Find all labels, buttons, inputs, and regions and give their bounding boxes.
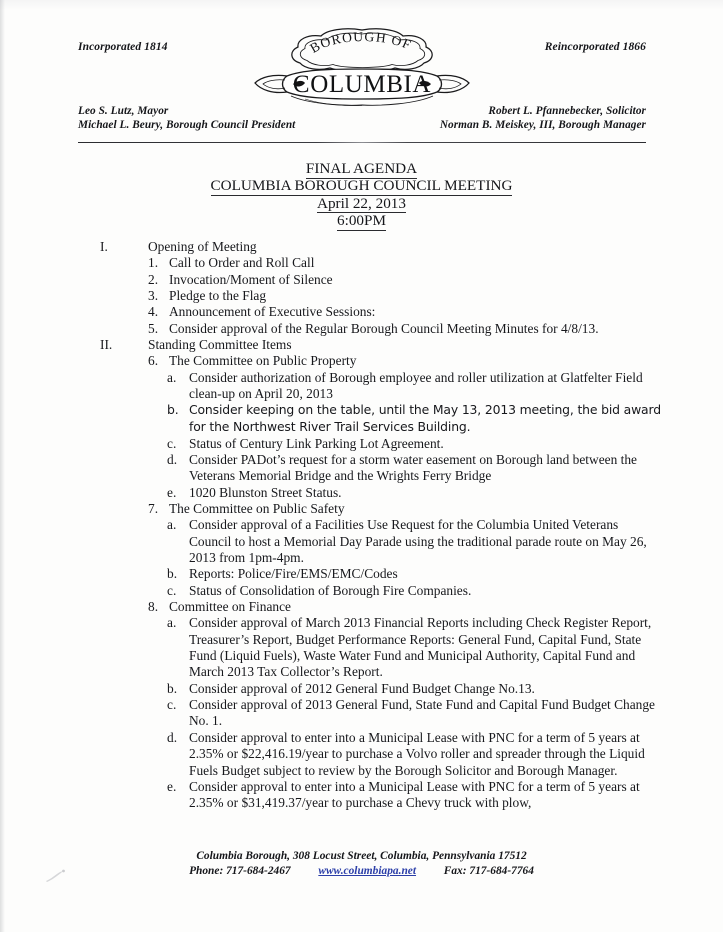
agenda-item [0, 599, 723, 615]
agenda-item [0, 402, 723, 435]
agenda-item-marker: a. [167, 517, 177, 533]
agenda-item [0, 485, 723, 501]
page-footer [0, 849, 723, 878]
agenda-item [0, 272, 723, 288]
agenda-item-marker: II. [100, 337, 113, 353]
agenda-item-text: Consider approval to enter into a Municipal Lease with PNC for a term of 5 years at 2.35% or $31,419.37/year to purchase a Chevy truck with plow, [189, 778, 640, 811]
footer-address: Columbia Borough, 308 Locust Street, Columbia, Pennsylvania 17512 [196, 850, 527, 862]
title-final-agenda [0, 160, 723, 177]
agenda-item [0, 566, 723, 582]
agenda-item [0, 337, 723, 353]
footer-website-link[interactable]: www.columbiapa.net [318, 864, 417, 877]
footer-contact-line [0, 864, 723, 879]
agenda-item-marker: 7. [148, 501, 159, 516]
agenda-item-text: Consider approval of 2013 General Fund, State Fund and Capital Fund Budget Change No. 1. [189, 697, 655, 729]
agenda-item [0, 304, 723, 320]
title-final-agenda-text: FINAL AGENDA [305, 160, 418, 177]
agenda-item [0, 353, 723, 369]
agenda-item-text: Opening of Meeting [148, 239, 257, 254]
title-meeting-time [0, 212, 723, 229]
reincorporated-year-right: Reincorporated 1866 [544, 41, 646, 53]
incorporated-year-left: Incorporated 1814 [78, 41, 168, 53]
agenda-item [0, 779, 723, 812]
title-meeting-time-text: 6:00PM [337, 212, 386, 230]
agenda-item-marker: e. [167, 778, 177, 794]
agenda-item [0, 436, 723, 452]
title-meeting-date [0, 195, 723, 212]
footer-phone: Phone: 717-684-2467 [189, 864, 291, 877]
officer-solicitor: Robert L. Pfannebecker, Solicitor [488, 105, 646, 117]
agenda-item-marker: d. [167, 451, 178, 467]
agenda-item-marker: c. [167, 697, 177, 713]
agenda-item-text: Announcement of Executive Sessions: [169, 304, 376, 320]
agenda-item-marker: b. [167, 566, 178, 582]
agenda-item-marker: b. [167, 402, 179, 418]
agenda-item-text: Pledge to the Flag [169, 288, 267, 304]
agenda-item [0, 517, 723, 566]
agenda-item-marker: 6. [148, 353, 159, 369]
agenda-item-marker: 8. [148, 599, 159, 615]
agenda-item-marker: a. [167, 369, 177, 385]
agenda-item [0, 501, 723, 517]
officer-mayor: Leo S. Lutz, Mayor [78, 105, 169, 117]
logo-top-text: BOROUGH OF [306, 29, 414, 56]
agenda-item-marker: 1. [148, 255, 159, 271]
title-meeting-name [0, 177, 723, 194]
agenda-item [0, 288, 723, 304]
footer-fax: Fax: 717-684-7764 [443, 864, 534, 877]
document-title-block [0, 160, 723, 230]
agenda-item-text: Call to Order and Roll Call [169, 255, 315, 271]
agenda-item-marker: a. [167, 615, 177, 631]
agenda-item [0, 239, 723, 255]
agenda-item [0, 583, 723, 599]
logo-main-text: COLUMBIA [292, 71, 431, 98]
agenda-item-text: Consider PADot’s request for a storm water easement on Borough land between the Veterans Memorial Bridge and the Wrights Ferry Bridge [189, 451, 637, 484]
agenda-item-text: Committee on Finance [169, 599, 291, 615]
agenda-item-marker: 3. [148, 288, 159, 304]
agenda-item-text: Consider approval of the Regular Borough Council Meeting Minutes for 4/8/13. [169, 320, 599, 336]
agenda-item-text: Consider approval of March 2013 Financial Reports including Check Register Report, Treasurer’s Report, Budget Performance Reports: General Fund, Capital Fund, State Fund (Liquid Fuels), Waste Water Fund and Municipal Authority, Capital Fund and March 2013 Tax Collector’s Report. [189, 615, 652, 680]
agenda-item [0, 321, 723, 337]
title-meeting-name-text: COLUMBIA BOROUGH COUNCIL MEETING [210, 177, 513, 195]
agenda-item [0, 255, 723, 271]
agenda-item-text: Consider approval of a Facilities Use Request for the Columbia United Veterans Council to host a Memorial Day Parade using the traditional parade route on May 26, 2013 from 1pm-4pm. [189, 517, 647, 566]
agenda-item-marker: c. [167, 435, 177, 451]
agenda-item-text: Consider keeping on the table, until the May 13, 2013 meeting, the bid award for the Northwest River Trail Services Building. [189, 402, 661, 435]
agenda-item-text: Reports: Police/Fire/EMS/EMC/Codes [189, 566, 398, 582]
agenda-item [0, 452, 723, 485]
agenda-item-text: Invocation/Moment of Silence [169, 271, 333, 287]
agenda-item-text: The Committee on Public Property [169, 353, 357, 369]
officers-list [78, 105, 646, 139]
agenda-item-marker: e. [167, 484, 177, 500]
agenda-item-marker: 2. [148, 271, 159, 287]
letterhead-divider [78, 142, 646, 143]
agenda-item-text: Consider authorization of Borough employee and roller utilization at Glatfelter Field clean-up on April 20, 2013 [189, 369, 643, 402]
agenda-item-list [0, 239, 723, 812]
agenda-item [0, 681, 723, 697]
agenda-item-text: The Committee on Public Safety [169, 501, 345, 516]
agenda-item-marker: b. [167, 680, 178, 696]
officer-borough-manager: Norman B. Meiskey, III, Borough Manager [439, 119, 646, 131]
agenda-item-text: Standing Committee Items [148, 337, 292, 353]
agenda-item-marker: 5. [148, 320, 159, 336]
agenda-item [0, 370, 723, 403]
title-meeting-date-text: April 22, 2013 [316, 194, 406, 212]
agenda-item-marker: d. [167, 729, 178, 745]
agenda-item-text: 1020 Blunston Street Status. [189, 484, 342, 500]
agenda-item-text: Consider approval to enter into a Municipal Lease with PNC for a term of 5 years at 2.35% or $22,416.19/year to purchase a Volvo roller and spreader through the Liquid Fuels Budget subject to review by the Borough Solicitor and Borough Manager. [189, 729, 645, 778]
agenda-item-text: Status of Consolidation of Borough Fire Companies. [189, 582, 472, 598]
agenda-item-text: Consider approval of 2012 General Fund Budget Change No.13. [189, 680, 535, 696]
officer-council-president: Michael L. Beury, Borough Council President [78, 119, 296, 131]
agenda-item [0, 697, 723, 730]
agenda-item-marker: c. [167, 582, 177, 598]
agenda-item [0, 615, 723, 680]
agenda-item-text: Status of Century Link Parking Lot Agreement. [189, 435, 444, 451]
borough-of-columbia-logo [247, 26, 477, 106]
agenda-item-marker: I. [100, 239, 108, 254]
agenda-item-marker: 4. [148, 304, 159, 320]
agenda-item [0, 730, 723, 779]
